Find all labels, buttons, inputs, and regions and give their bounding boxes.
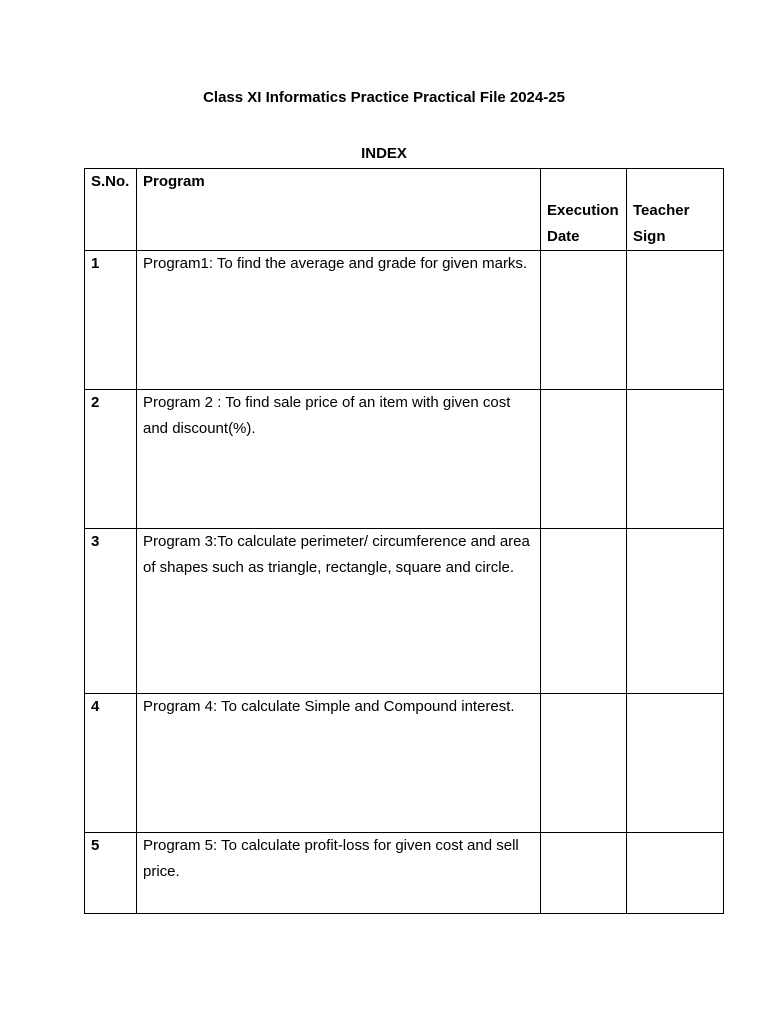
execution-date-cell bbox=[541, 251, 627, 390]
header-teacher-sign: Teacher Sign bbox=[627, 169, 724, 251]
teacher-sign-cell bbox=[627, 251, 724, 390]
teacher-sign-cell bbox=[627, 694, 724, 833]
execution-date-cell bbox=[541, 390, 627, 529]
program-cell: Program 3:To calculate perimeter/ circumference and area of shapes such as triangle, rectangle, square and circle. bbox=[137, 529, 541, 694]
execution-date-cell bbox=[541, 833, 627, 914]
teacher-sign-cell bbox=[627, 529, 724, 694]
sno-cell: 3 bbox=[85, 529, 137, 694]
sno-cell: 5 bbox=[85, 833, 137, 914]
index-table bbox=[84, 168, 724, 914]
table-row bbox=[85, 251, 724, 390]
program-cell: Program 2 : To find sale price of an item with given cost and discount(%). bbox=[137, 390, 541, 529]
header-program: Program bbox=[137, 169, 541, 251]
teacher-sign-cell bbox=[627, 390, 724, 529]
execution-date-cell bbox=[541, 694, 627, 833]
document-title: Class XI Informatics Practice Practical File 2024-25 bbox=[203, 89, 565, 106]
program-cell: Program 4: To calculate Simple and Compound interest. bbox=[137, 694, 541, 833]
header-execution-date: Execution Date bbox=[541, 169, 627, 251]
header-sno: S.No. bbox=[85, 169, 137, 251]
sno-cell: 1 bbox=[85, 251, 137, 390]
sno-cell: 2 bbox=[85, 390, 137, 529]
program-cell: Program 5: To calculate profit-loss for given cost and sell price. bbox=[137, 833, 541, 914]
sno-cell: 4 bbox=[85, 694, 137, 833]
table-row bbox=[85, 694, 724, 833]
execution-date-cell bbox=[541, 529, 627, 694]
table-row bbox=[85, 833, 724, 914]
index-heading: INDEX bbox=[361, 145, 407, 162]
table-row bbox=[85, 390, 724, 529]
table-header-row bbox=[85, 169, 724, 251]
program-cell: Program1: To find the average and grade for given marks. bbox=[137, 251, 541, 390]
teacher-sign-cell bbox=[627, 833, 724, 914]
table-row bbox=[85, 529, 724, 694]
